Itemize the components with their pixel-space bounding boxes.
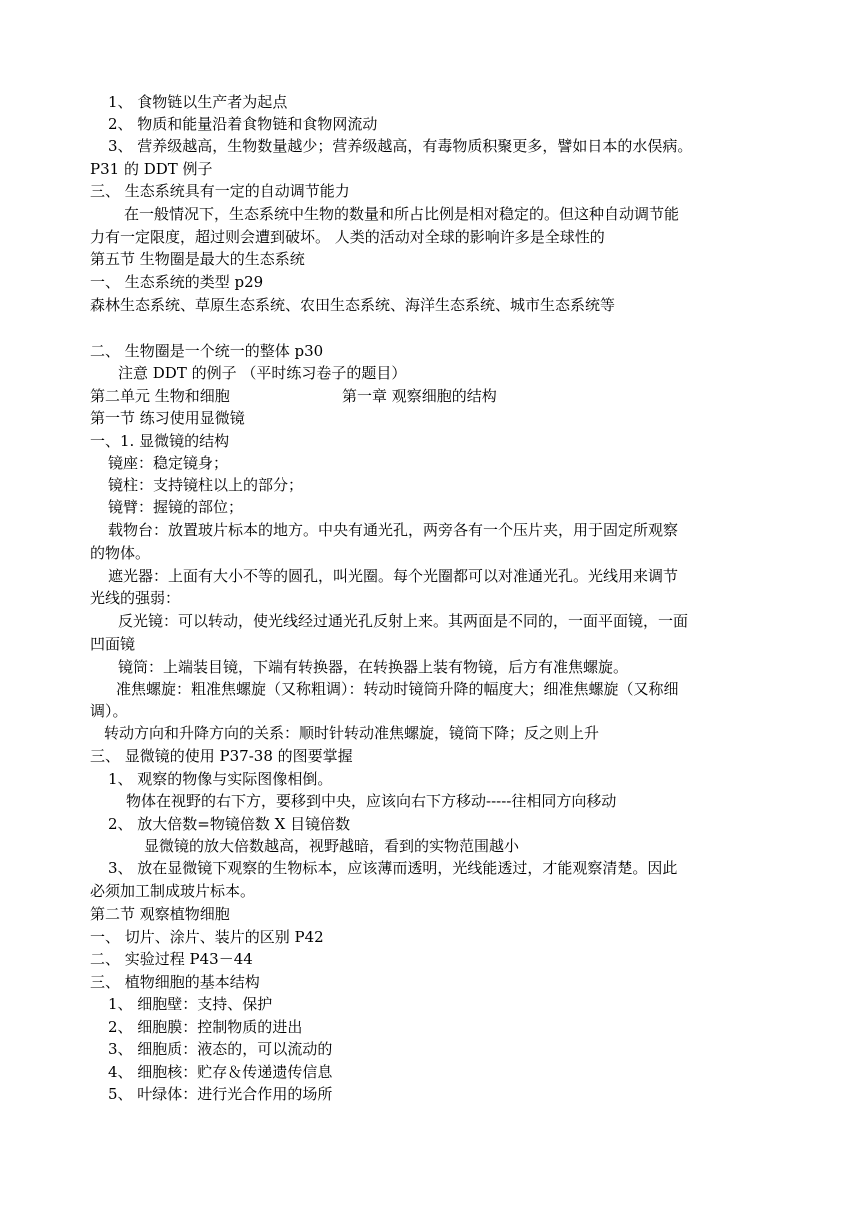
text-line: 镜臂：握镜的部位；	[108, 498, 244, 516]
text-line: 显微镜的放大倍数越高，视野越暗，看到的实物范围越小	[144, 837, 520, 855]
text-line: 凹面镜	[90, 635, 136, 653]
text-line: 1、 观察的物像与实际图像相倒。	[108, 770, 333, 788]
text-line: 准焦螺旋：粗准焦螺旋（又称粗调）：转动时镜筒升降的幅度大；细准焦螺旋（又称细	[116, 680, 679, 698]
list-item: 1、 细胞壁：支持、保护	[108, 995, 273, 1013]
text-line: 的物体。	[90, 544, 151, 562]
text-line: P31 的 DDT 例子	[90, 160, 213, 178]
section-heading: 二、 生物圈是一个统一的整体 p30	[90, 342, 324, 360]
text-line: 反光镜：可以转动，使光线经过通光孔反射上来。其两面是不同的，一面平面镜，一面	[118, 612, 689, 630]
text-line: 必须加工制成玻片标本。	[90, 882, 256, 900]
text-line: 1、 食物链以生产者为起点	[108, 93, 288, 111]
section-heading: 三、 显微镜的使用 P37-38 的图要掌握	[90, 747, 353, 765]
section-heading: 一、 生态系统的类型 p29	[90, 273, 264, 291]
text-line: 3、 放在显微镜下观察的生物标本，应该薄而透明，光线能透过，才能观察清楚。因此	[108, 859, 678, 877]
list-item: 4、 细胞核：贮存＆传递遗传信息	[108, 1063, 333, 1081]
text-line: 2、 放大倍数=物镜倍数 X 目镜倍数	[108, 815, 351, 833]
section-heading: 三、 植物细胞的基本结构	[90, 973, 260, 991]
section-heading: 第五节 生物圈是最大的生态系统	[90, 250, 305, 268]
text-line: 力有一定限度，超过则会遭到破坏。 人类的活动对全球的影响许多是全球性的	[90, 228, 605, 246]
list-item: 3、 细胞质：液态的，可以流动的	[108, 1040, 333, 1058]
text-line: 森林生态系统、草原生态系统、农田生态系统、海洋生态系统、城市生态系统等	[90, 296, 616, 314]
section-heading: 第二节 观察植物细胞	[90, 905, 230, 923]
section-heading: 一、 切片、涂片、装片的区别 P42	[90, 928, 324, 946]
section-heading: 三、 生态系统具有一定的自动调节能力	[90, 182, 350, 200]
text-line: 镜座：稳定镜身；	[108, 454, 229, 472]
list-item: 5、 叶绿体：进行光合作用的场所	[108, 1085, 333, 1103]
text-line: 注意 DDT 的例子 （平时练习卷子的题目）	[118, 364, 407, 382]
list-item: 2、 细胞膜：控制物质的进出	[108, 1018, 303, 1036]
text-line: 转动方向和升降方向的关系：顺时针转动准焦螺旋，镜筒下降；反之则上升	[104, 724, 600, 742]
text-line: 镜柱：支持镜柱以上的部分；	[108, 476, 304, 494]
text-line: 镜筒：上端装目镜，下端有转换器，在转换器上装有物镜，后方有准焦螺旋。	[118, 658, 629, 676]
text-line: 光线的强弱：	[90, 589, 181, 607]
text-line: 载物台：放置玻片标本的地方。中央有通光孔，两旁各有一个压片夹，用于固定所观察	[108, 521, 679, 539]
text-line: 遮光器：上面有大小不等的圆孔，叫光圈。每个光圈都可以对准通光孔。光线用来调节	[108, 567, 679, 585]
text-line: 在一般情况下，生态系统中生物的数量和所占比例是相对稳定的。但这种自动调节能	[124, 205, 680, 223]
text-line: 物体在视野的右下方，要移到中央，应该向右下方移动-----往相同方向移动	[126, 792, 617, 810]
chapter-heading: 第一章 观察细胞的结构	[342, 387, 497, 405]
unit-heading: 第二单元 生物和细胞	[90, 387, 230, 405]
text-line: 3、 营养级越高，生物数量越少；营养级越高，有毒物质积聚更多，譬如日本的水俣病。	[108, 137, 693, 155]
text-line: 2、 物质和能量沿着食物链和食物网流动	[108, 115, 378, 133]
section-heading: 二、 实验过程 P43－44	[90, 950, 253, 968]
section-heading: 第一节 练习使用显微镜	[90, 409, 245, 427]
section-heading: 一、1. 显微镜的结构	[90, 432, 230, 450]
text-line: 调）。	[90, 702, 128, 720]
